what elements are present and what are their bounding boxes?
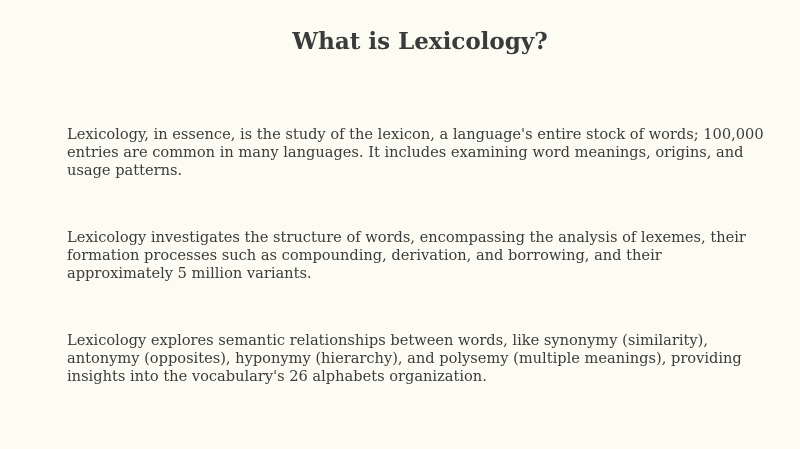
paragraph-definition: Lexicology, in essence, is the study of the lexicon, a language's entire stock of words; 100,000 entries are common in many languages. It includes examining word meanings, origins, and usage patterns.: [67, 126, 764, 179]
slide-title: What is Lexicology?: [292, 28, 548, 55]
paragraph-semantic-relationships: Lexicology explores semantic relationships between words, like synonymy (similarity), antonymy (opposites), hyponymy (hierarchy), and polysemy (multiple meanings), providing insights into the vocabulary's 26 alphabets organization.: [67, 332, 742, 385]
paragraph-word-structure: Lexicology investigates the structure of words, encompassing the analysis of lexemes, their formation processes such as compounding, derivation, and borrowing, and their approximately 5 million variants.: [67, 229, 746, 282]
